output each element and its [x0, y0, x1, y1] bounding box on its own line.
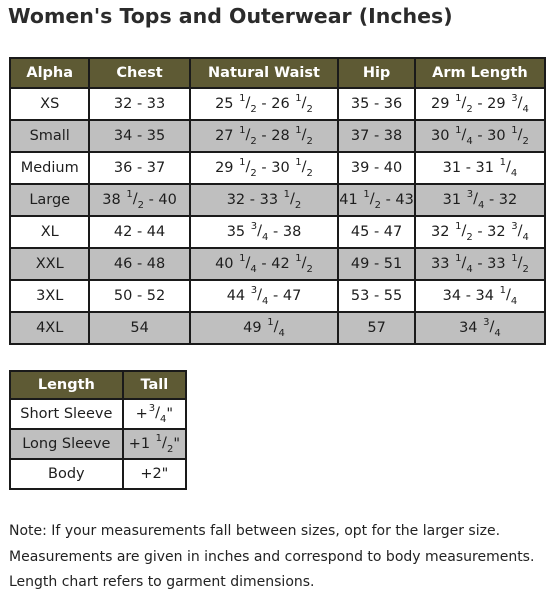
arm-length-cell: 32 $^1/_2 - 32$ $^3/_4$	[415, 216, 545, 248]
chest-cell: 32 - 33	[89, 88, 189, 120]
alpha-cell: 4XL	[10, 312, 89, 344]
header-natural-waist: Natural Waist	[190, 58, 339, 88]
length-row	[10, 459, 186, 489]
size-row	[10, 248, 545, 280]
hip-cell: 57	[338, 312, 415, 344]
natural-waist-cell: 44 $^3/_4 - 47$	[190, 280, 339, 312]
alpha-cell: Small	[10, 120, 89, 152]
length-table-header-row	[10, 371, 186, 399]
tall-cell: +2"	[123, 459, 186, 489]
hip-cell: 45 - 47	[338, 216, 415, 248]
length-cell: Body	[10, 459, 123, 489]
size-row	[10, 152, 545, 184]
chest-cell: 34 - 35	[89, 120, 189, 152]
chest-cell: 46 - 48	[89, 248, 189, 280]
page-title: Women's Tops and Outerwear (Inches)	[8, 4, 453, 28]
hip-cell: 49 - 51	[338, 248, 415, 280]
arm-length-cell: 29 $^1/_2 - 29$ $^3/_4$	[415, 88, 545, 120]
alpha-cell: Medium	[10, 152, 89, 184]
note-line: Length chart refers to garment dimensions.	[9, 574, 315, 590]
chest-cell: 54	[89, 312, 189, 344]
notes	[9, 519, 534, 596]
length-row	[10, 399, 186, 429]
size-row	[10, 312, 545, 344]
chest-cell: 42 - 44	[89, 216, 189, 248]
header-arm-length: Arm Length	[415, 58, 545, 88]
alpha-cell: 3XL	[10, 280, 89, 312]
header-chest: Chest	[89, 58, 189, 88]
natural-waist-cell: 32 - 33 $^1/_2$	[190, 184, 339, 216]
hip-cell: 53 - 55	[338, 280, 415, 312]
alpha-cell: XL	[10, 216, 89, 248]
natural-waist-cell: 29 $^1/_2 - 30$ $^1/_2$	[190, 152, 339, 184]
chest-cell: 36 - 37	[89, 152, 189, 184]
size-row	[10, 280, 545, 312]
tall-cell: $+^3/_4$"	[123, 399, 186, 429]
note-line: Note: If your measurements fall between sizes, opt for the larger size.	[9, 523, 501, 539]
natural-waist-cell: 49 $^1/_4$	[190, 312, 339, 344]
size-row	[10, 216, 545, 248]
note-line: Measurements are given in inches and correspond to body measurements.	[9, 548, 535, 565]
size-row	[10, 184, 545, 216]
natural-waist-cell: 27 $^1/_2 - 28$ $^1/_2$	[190, 120, 339, 152]
header-alpha: Alpha	[10, 58, 89, 88]
hip-cell: 35 - 36	[338, 88, 415, 120]
chest-cell: 50 - 52	[89, 280, 189, 312]
natural-waist-cell: 25 $^1/_2 - 26$ $^1/_2$	[190, 88, 339, 120]
chest-cell: 38 $^1/_2 - 40$	[89, 184, 189, 216]
arm-length-cell: 31 - 31 $^1/_4$	[415, 152, 545, 184]
header-tall: Tall	[123, 371, 186, 399]
header-length: Length	[10, 371, 123, 399]
length-chart-table	[9, 370, 187, 490]
hip-cell: 37 - 38	[338, 120, 415, 152]
natural-waist-cell: 35 $^3/_4 - 38$	[190, 216, 339, 248]
size-row	[10, 120, 545, 152]
length-cell: Long Sleeve	[10, 429, 123, 459]
arm-length-cell: 31 $^3/_4 - 32$	[415, 184, 545, 216]
arm-length-cell: 30 $^1/_4 - 30$ $^1/_2$	[415, 120, 545, 152]
size-chart-table	[9, 57, 546, 345]
size-row	[10, 88, 545, 120]
arm-length-cell: 34 $^3/_4$	[415, 312, 545, 344]
header-hip: Hip	[338, 58, 415, 88]
arm-length-cell: 34 - 34 $^1/_4$	[415, 280, 545, 312]
alpha-cell: XS	[10, 88, 89, 120]
natural-waist-cell: 40 $^1/_4 - 42$ $^1/_2$	[190, 248, 339, 280]
arm-length-cell: 33 $^1/_4 - 33$ $^1/_2$	[415, 248, 545, 280]
tall-cell: +1 $^1/_2$"	[123, 429, 186, 459]
hip-cell: 41 $^1/_2 - 43$	[338, 184, 415, 216]
alpha-cell: XXL	[10, 248, 89, 280]
length-cell: Short Sleeve	[10, 399, 123, 429]
alpha-cell: Large	[10, 184, 89, 216]
hip-cell: 39 - 40	[338, 152, 415, 184]
size-table-header-row	[10, 58, 545, 88]
length-row	[10, 429, 186, 459]
